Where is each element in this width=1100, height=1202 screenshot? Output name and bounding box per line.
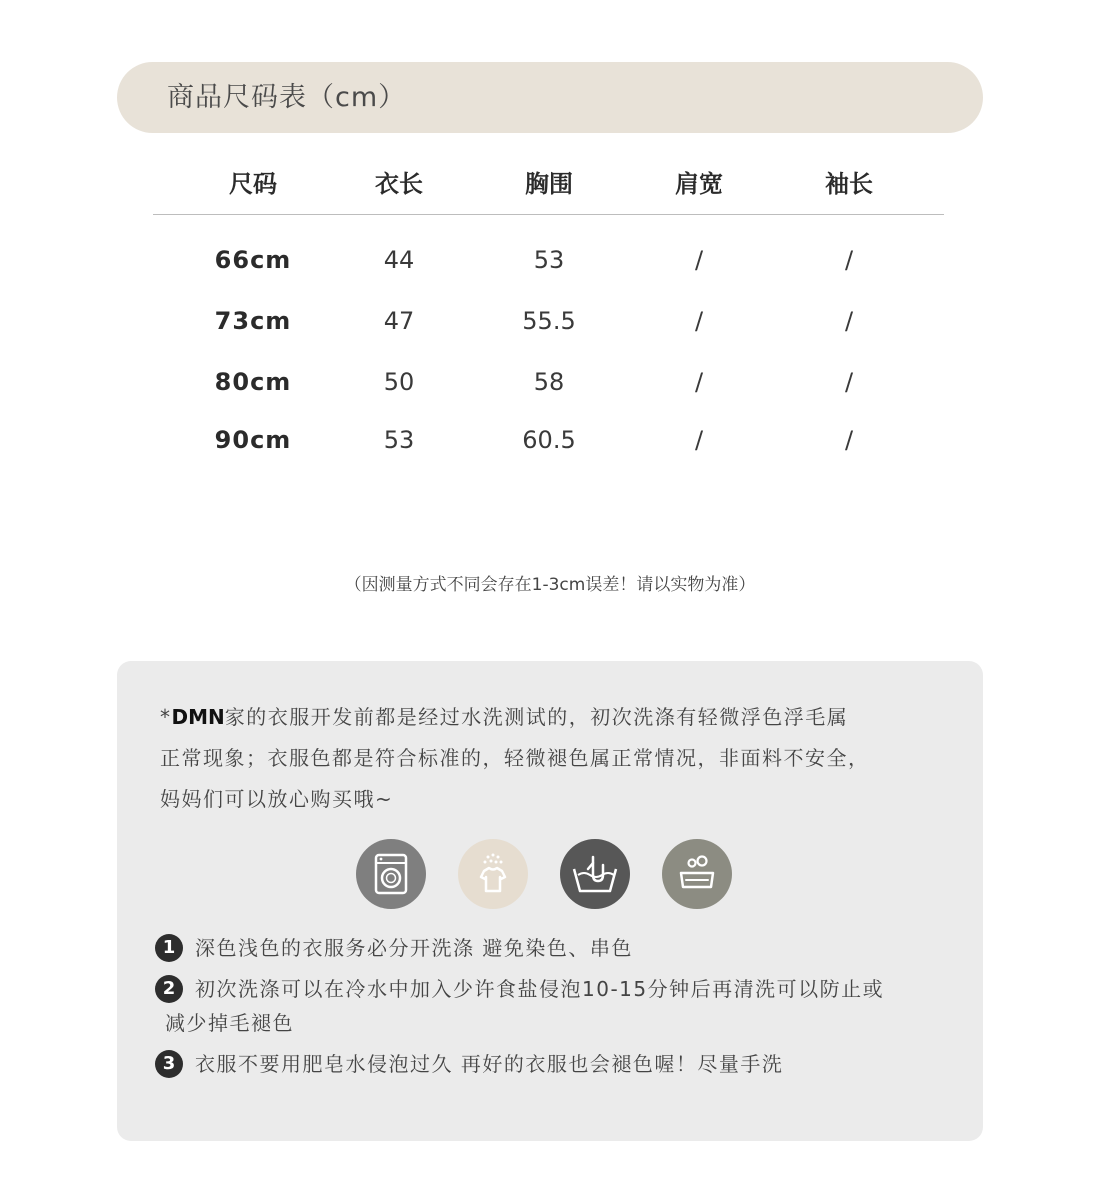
care-instructions-panel <box>117 661 983 1141</box>
size-chart-header <box>117 62 983 133</box>
row-size: 73cm <box>214 307 292 335</box>
table-row <box>153 420 944 460</box>
row-size: 66cm <box>214 246 292 274</box>
row-length: 47 <box>383 307 415 335</box>
row-size: 80cm <box>214 368 292 396</box>
header-size: 尺码 <box>229 170 277 198</box>
hand-wash-basin-icon <box>560 839 630 909</box>
row-length: 44 <box>383 246 415 274</box>
list-item <box>155 931 955 965</box>
row-shoulder: / <box>694 426 704 454</box>
row-length: 50 <box>383 368 415 396</box>
washing-machine-icon <box>356 839 426 909</box>
tip-text-continued: 减少掉毛褪色 <box>165 1011 294 1035</box>
care-tips-list <box>155 931 955 1081</box>
row-length: 53 <box>383 426 415 454</box>
tip-number-badge: 2 <box>155 975 183 1003</box>
care-icons-row <box>356 839 736 911</box>
row-chest: 55.5 <box>522 307 576 335</box>
sprinkle-shirt-icon <box>458 839 528 909</box>
table-row <box>153 240 944 280</box>
header-shoulder: 肩宽 <box>675 170 723 198</box>
row-sleeve: / <box>844 246 854 274</box>
table-row <box>153 301 944 341</box>
row-size: 90cm <box>214 426 292 454</box>
intro-asterisk: * <box>160 705 172 729</box>
tip-text: 初次洗涤可以在冷水中加入少许食盐侵泡10-15分钟后再清洗可以防止或 <box>195 977 885 1001</box>
brand-name: DMN <box>171 705 225 729</box>
row-sleeve: / <box>844 307 854 335</box>
tip-text: 衣服不要用肥皂水侵泡过久 再好的衣服也会褪色喔！尽量手洗 <box>195 1052 784 1076</box>
size-chart-title: 商品尺码表（cm） <box>167 82 407 113</box>
intro-line-2: 正常现象；衣服色都是符合标准的，轻微褪色属正常情况，非面料不安全， <box>160 746 870 770</box>
soak-tub-icon <box>662 839 732 909</box>
row-chest: 53 <box>533 246 565 274</box>
care-intro <box>160 697 960 820</box>
intro-line-3: 妈妈们可以放心购买哦~ <box>160 787 394 811</box>
row-shoulder: / <box>694 368 704 396</box>
tip-number-badge: 1 <box>155 934 183 962</box>
size-table <box>153 150 944 454</box>
intro-line-1 <box>160 697 960 738</box>
list-item <box>155 1047 955 1081</box>
table-header-row <box>153 150 944 215</box>
measurement-note: （因测量方式不同会存在1-3cm误差！请以实物为准） <box>344 575 756 595</box>
header-chest: 胸围 <box>525 170 573 198</box>
header-sleeve: 袖长 <box>825 170 873 198</box>
row-chest: 60.5 <box>522 426 576 454</box>
intro-line-1-text: 家的衣服开发前都是经过水洗测试的，初次洗涤有轻微浮色浮毛属 <box>224 705 849 729</box>
row-shoulder: / <box>694 307 704 335</box>
table-row <box>153 362 944 402</box>
tip-number-badge: 3 <box>155 1050 183 1078</box>
row-chest: 58 <box>533 368 565 396</box>
tip-text: 深色浅色的衣服务必分开洗涤 避免染色、串色 <box>195 936 633 960</box>
row-sleeve: / <box>844 426 854 454</box>
header-length: 衣长 <box>375 170 423 198</box>
row-shoulder: / <box>694 246 704 274</box>
row-sleeve: / <box>844 368 854 396</box>
list-item <box>155 972 955 1006</box>
